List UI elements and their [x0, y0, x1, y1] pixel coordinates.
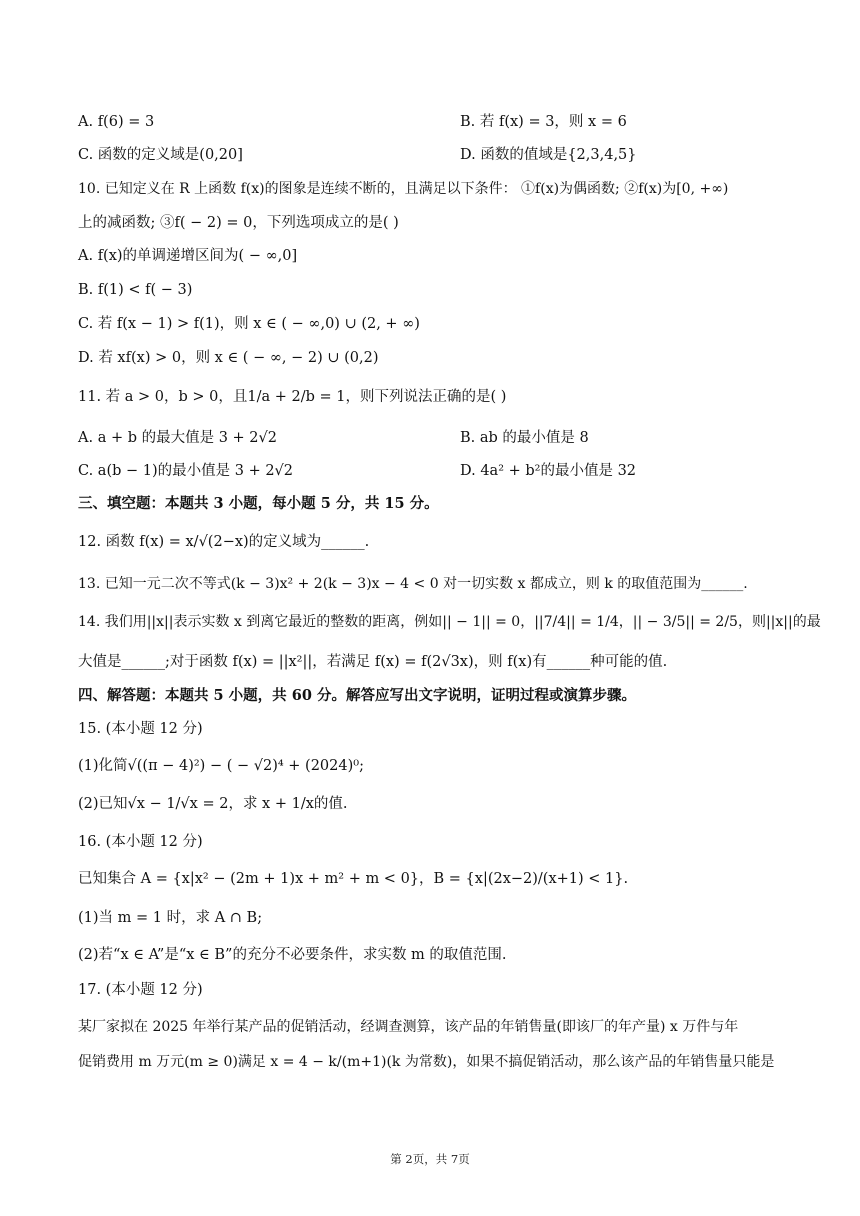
- q11-options-row-2: [78, 461, 783, 481]
- q9-option-b: B. 若 f(x) = 3，则 x = 6: [460, 114, 627, 130]
- q11-option-b: B. ab 的最小值是 8: [460, 430, 589, 446]
- q16-header: 16. (本小题 12 分): [78, 834, 203, 850]
- q10-option-a: A. f(x)的单调递增区间为( − ∞,0]: [78, 248, 298, 264]
- q15-part-2: (2)已知√x − 1/√x = 2，求 x + 1/x的值.: [78, 796, 348, 812]
- q17-line-1: 某厂家拟在 2025 年举行某产品的促销活动，经调查测算，该产品的年销售量(即该厂的年产量) x 万件与年: [78, 1019, 739, 1035]
- q11-option-d: D. 4a² + b²的最小值是 32: [460, 463, 637, 479]
- q17-header: 17. (本小题 12 分): [78, 982, 203, 998]
- q11-option-c: C. a(b − 1)的最小值是 3 + 2√2: [78, 463, 294, 479]
- section-4-heading: 四、解答题：本题共 5 小题，共 60 分。解答应写出文字说明，证明过程或演算步骤。: [78, 687, 636, 704]
- page-footer: 第 2页，共 7页: [390, 1152, 470, 1166]
- q12: 12. 函数 f(x) = x/√(2−x)的定义域为______.: [78, 534, 370, 550]
- q14-line-1: 14. 我们用||x||表示实数 x 到离它最近的整数的距离，例如|| − 1|| = 0，||7/4|| = 1/4，|| − 3/5|| = 2/5，则||x||的最: [78, 614, 821, 630]
- q9-option-c: C. 函数的定义域是(0,20]: [78, 147, 243, 163]
- q15-header: 15. (本小题 12 分): [78, 721, 203, 737]
- q16-part-1: (1)当 m = 1 时，求 A ∩ B;: [78, 910, 263, 926]
- q13: 13. 已知一元二次不等式(k − 3)x² + 2(k − 3)x − 4 < 0 对一切实数 x 都成立，则 k 的取值范围为______.: [78, 576, 748, 592]
- q11-stem: 11. 若 a > 0，b > 0，且1/a + 2/b = 1，则下列说法正确的是( ): [78, 389, 507, 405]
- q10-stem-line-1: 10. 已知定义在 R 上函数 f(x)的图象是连续不断的，且满足以下条件： ①f(x)为偶函数; ②f(x)为[0, +∞): [78, 181, 729, 197]
- q10-option-d: D. 若 xf(x) > 0，则 x ∈ ( − ∞, − 2) ∪ (0,2): [78, 350, 379, 366]
- q10-option-c: C. 若 f(x − 1) > f(1)，则 x ∈ ( − ∞,0) ∪ (2, + ∞): [78, 316, 420, 332]
- q9-options-row-2: [78, 145, 783, 165]
- q9-option-d: D. 函数的值域是{2,3,4,5}: [460, 147, 637, 163]
- q11-option-a: A. a + b 的最大值是 3 + 2√2: [78, 430, 277, 446]
- q17-line-2: 促销费用 m 万元(m ≥ 0)满足 x = 4 − k/(m+1)(k 为常数)，如果不搞促销活动，那么该产品的年销售量只能是: [78, 1054, 775, 1070]
- q16-stem: 已知集合 A = {x|x² − (2m + 1)x + m² + m < 0}，B = {x|(2x−2)/(x+1) < 1}.: [78, 871, 629, 887]
- q10-stem-line-2: 上的减函数; ③f( − 2) = 0，下列选项成立的是( ): [78, 215, 399, 231]
- q14-line-2: 大值是______;对于函数 f(x) = ||x²||，若满足 f(x) = f(2√3x)，则 f(x)有______种可能的值.: [78, 654, 668, 670]
- q15-part-1: (1)化简√((π − 4)²) − ( − √2)⁴ + (2024)⁰;: [78, 758, 364, 774]
- q16-part-2: (2)若“x ∈ A”是“x ∈ B”的充分不必要条件，求实数 m 的取值范围.: [78, 947, 507, 963]
- q10-option-b: B. f(1) < f( − 3): [78, 282, 193, 298]
- q9-option-a: A. f(6) = 3: [78, 114, 155, 130]
- q11-options-row-1: [78, 428, 783, 448]
- section-3-heading: 三、填空题：本题共 3 小题，每小题 5 分，共 15 分。: [78, 495, 439, 512]
- q9-options-row-1: [78, 112, 783, 132]
